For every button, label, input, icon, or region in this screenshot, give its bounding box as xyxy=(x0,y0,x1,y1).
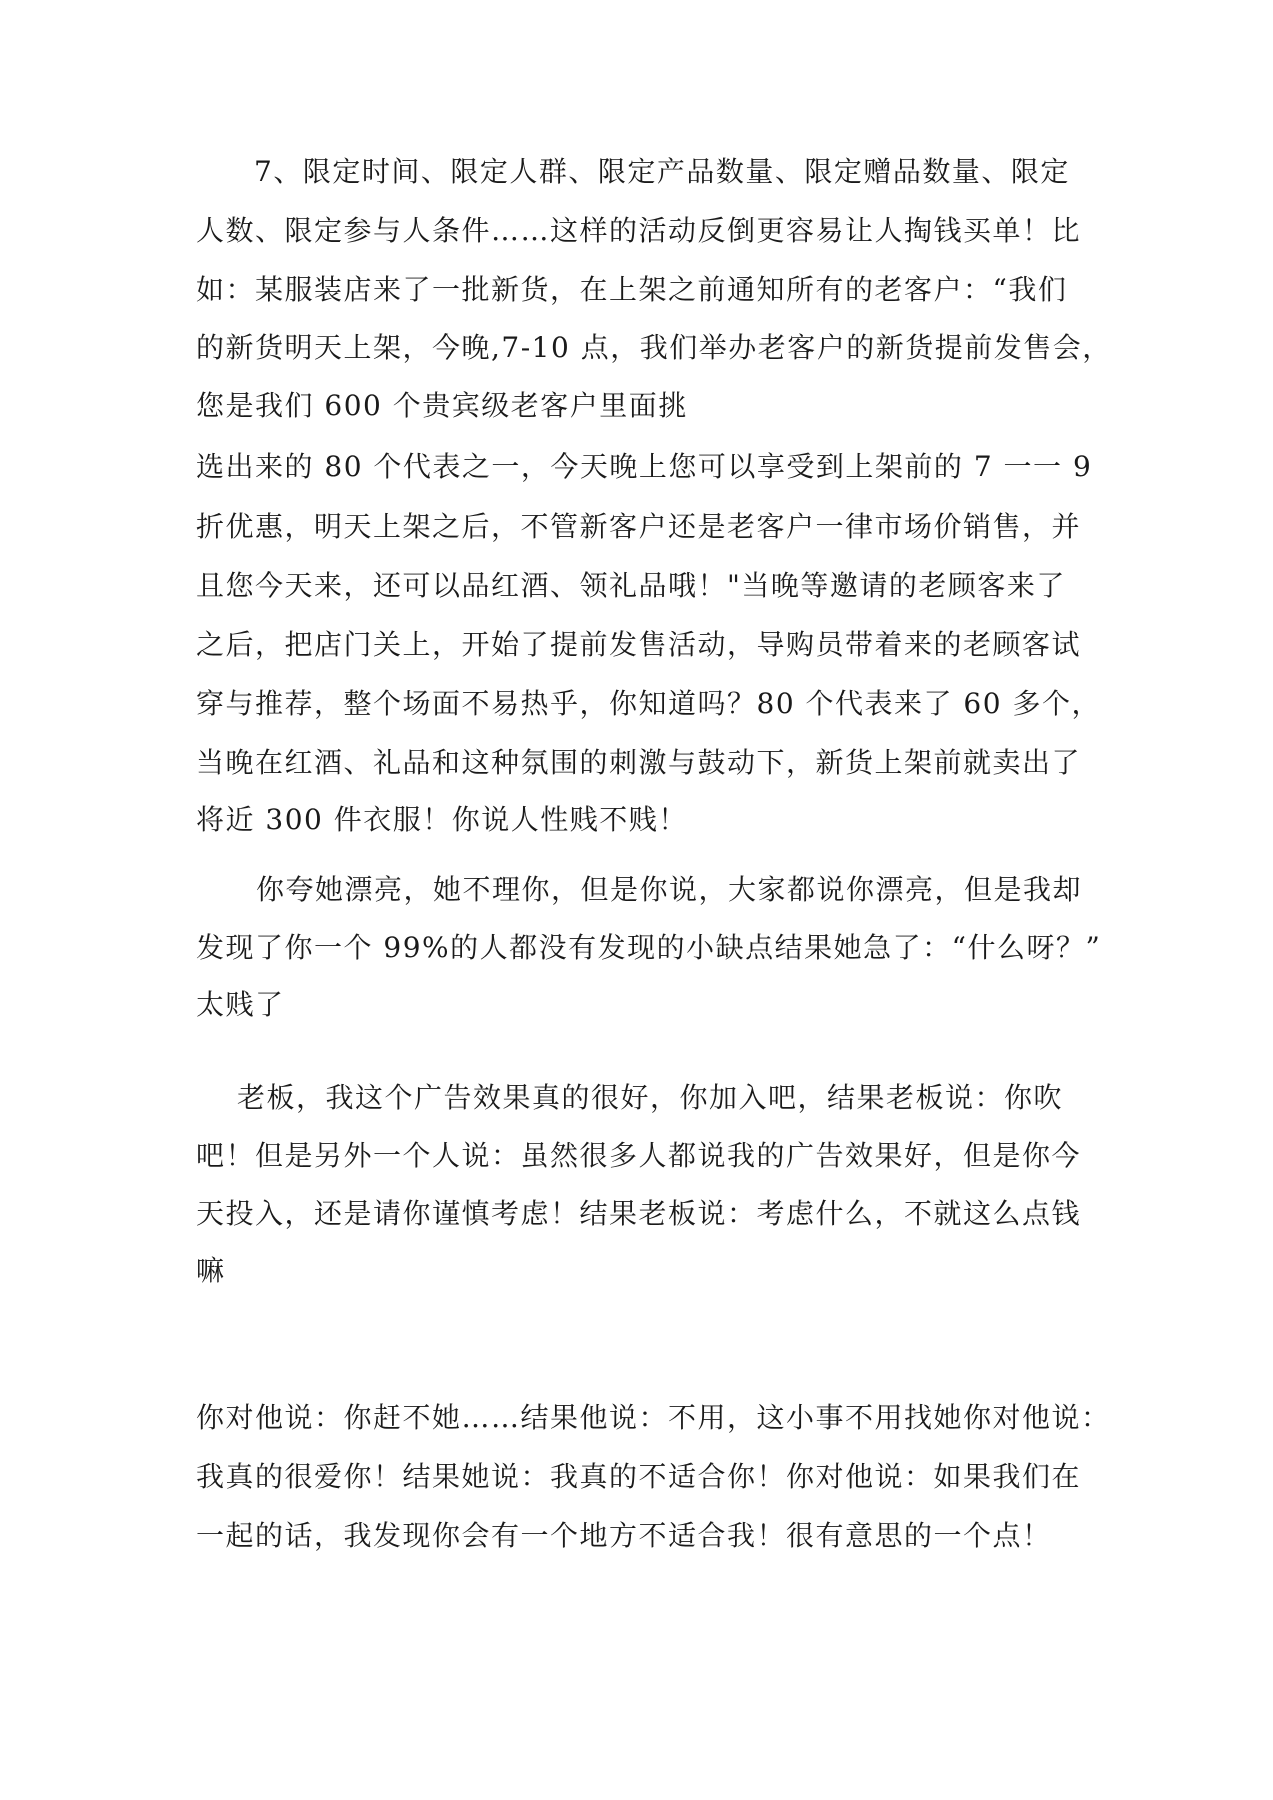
paragraph-2-line-5: 穿与推荐，整个场面不易热乎，你知道吗？80 个代表来了 60 多个， xyxy=(196,687,1101,720)
paragraph-5-line-3: 一起的话，我发现你会有一个地方不适合我！很有意思的一个点！ xyxy=(196,1519,1052,1552)
paragraph-1-line-2: 人数、限定参与人条件……这样的活动反倒更容易让人掏钱买单！比 xyxy=(196,214,1082,247)
paragraph-3-line-1: 你夸她漂亮，她不理你，但是你说，大家都说你漂亮，但是我却 xyxy=(256,873,1083,906)
paragraph-1-line-1: 7、限定时间、限定人群、限定产品数量、限定赠品数量、限定 xyxy=(254,155,1070,188)
paragraph-2-line-3: 且您今天来，还可以品红酒、领礼品哦！"当晚等邀请的老顾客来了 xyxy=(196,569,1066,602)
paragraph-5-line-2: 我真的很爱你！结果她说：我真的不适合你！你对他说：如果我们在 xyxy=(196,1460,1082,1493)
paragraph-1-line-3: 如：某服装店来了一批新货，在上架之前通知所有的老客户：“我们 xyxy=(196,273,1068,306)
paragraph-5-line-1: 你对他说：你赶不她……结果他说：不用，这小事不用找她你对他说： xyxy=(196,1401,1111,1434)
paragraph-2-line-1: 选出来的 80 个代表之一，今天晚上您可以享受到上架前的 7 一一 9 xyxy=(196,450,1093,483)
paragraph-2-line-7: 将近 300 件衣服！你说人性贱不贱！ xyxy=(196,803,688,836)
paragraph-4-line-3: 天投入，还是请你谨慎考虑！结果老板说：考虑什么，不就这么点钱 xyxy=(196,1197,1082,1230)
paragraph-2-line-2: 折优惠，明天上架之后，不管新客户还是老客户一律市场价销售，并 xyxy=(196,510,1082,543)
paragraph-4-line-2: 吧！但是另外一个人说：虽然很多人都说我的广告效果好，但是你今 xyxy=(196,1139,1082,1172)
paragraph-2-line-6: 当晚在红酒、礼品和这种氛围的刺激与鼓动下，新货上架前就卖出了 xyxy=(196,746,1082,779)
paragraph-3-line-2: 发现了你一个 99%的人都没有发现的小缺点结果她急了：“什么呀？” xyxy=(196,931,1102,964)
paragraph-1-line-4: 的新货明天上架，今晚,7-10 点，我们举办老客户的新货提前发售会， xyxy=(196,331,1112,364)
paragraph-3-line-3: 太贱了 xyxy=(196,988,285,1021)
paragraph-1-line-5: 您是我们 600 个贵宾级老客户里面挑 xyxy=(196,389,688,422)
paragraph-4-line-1: 老板，我这个广告效果真的很好，你加入吧，结果老板说：你吹 xyxy=(237,1081,1064,1114)
paragraph-2-line-4: 之后，把店门关上，开始了提前发售活动，导购员带着来的老顾客试 xyxy=(196,628,1082,661)
paragraph-4-line-4: 嘛 xyxy=(196,1254,226,1287)
